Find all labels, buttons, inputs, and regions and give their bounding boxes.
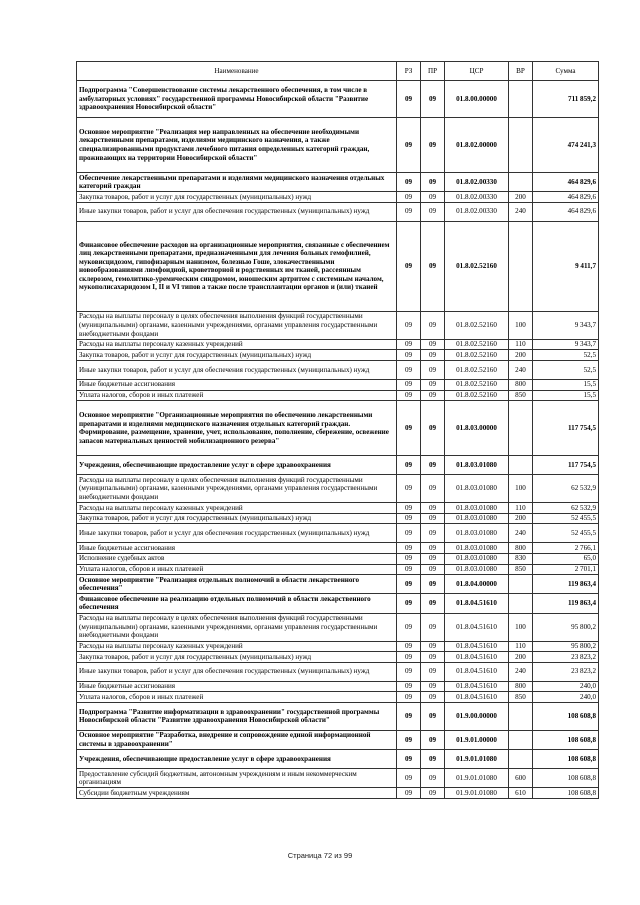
cell-vr: 610 (509, 788, 533, 799)
budget-table-container (76, 61, 598, 799)
cell-vr: 850 (509, 692, 533, 703)
table-row (77, 379, 599, 390)
table-row (77, 730, 599, 749)
table-row (77, 390, 599, 401)
table-row (77, 553, 599, 564)
cell-sum: 52 455,5 (533, 524, 599, 543)
cell-name: Расходы на выплаты персоналу в целях обеспечения выполнения функций государственными (муниципальными) органами, казенными учреждениями, органами управления государственными внебюджетными фондами (77, 311, 397, 339)
cell-name: Иные бюджетные ассигнования (77, 681, 397, 692)
cell-sum: 15,5 (533, 390, 599, 401)
cell-sum: 474 241,3 (533, 118, 599, 173)
cell-rz: 09 (397, 339, 421, 350)
cell-csr: 01.9.01.01080 (445, 769, 509, 788)
cell-vr: 100 (509, 613, 533, 641)
cell-pr: 09 (421, 360, 445, 379)
table-row (77, 202, 599, 221)
cell-pr: 09 (421, 118, 445, 173)
cell-name: Финансовое обеспечение расходов на организационные мероприятия, связанные с обеспечением лиц лекарственными препаратами, предназначенными для лечения больных гемофилией, муковисцидозом, гипофизарным нанизмом, болезнью Гоше, злокачественными новообразованиями лимфоидной, кроветворной и родственных им тканей, рассеянным склерозом, гемолитико-уремическим синдромом, юношеским артритом с системным началом, мукополисахаридозом I, II и VI типов а также после трансплантации органов и (или) тканей (77, 221, 397, 311)
cell-rz: 09 (397, 788, 421, 799)
cell-vr: 110 (509, 503, 533, 514)
cell-csr: 01.8.02.52160 (445, 311, 509, 339)
cell-csr: 01.8.02.00330 (445, 173, 509, 192)
budget-table (76, 61, 599, 799)
cell-name: Основное мероприятие "Разработка, внедрение и сопровождение единой информационной системы в здравоохранении" (77, 730, 397, 749)
cell-name: Уплата налогов, сборов и иных платежей (77, 692, 397, 703)
cell-csr: 01.8.03.01080 (445, 475, 509, 503)
cell-pr: 09 (421, 401, 445, 456)
header-rz: РЗ (397, 62, 421, 81)
cell-name: Подпрограмма "Совершенствование системы лекарственного обеспечения, в том числе в амбулаторных условиях" государственной программы Новосибирской области "Развитие здравоохранения Новосибирской области" (77, 81, 397, 118)
cell-sum: 108 608,8 (533, 750, 599, 769)
table-row (77, 681, 599, 692)
cell-vr: 800 (509, 379, 533, 390)
cell-vr: 110 (509, 641, 533, 652)
cell-name: Основное мероприятие "Реализация отдельных полномочий в области лекарственного обеспечения" (77, 575, 397, 594)
cell-rz: 09 (397, 692, 421, 703)
cell-csr: 01.8.03.01080 (445, 553, 509, 564)
cell-sum: 2 701,1 (533, 564, 599, 575)
cell-pr: 09 (421, 681, 445, 692)
table-row (77, 641, 599, 652)
cell-pr: 09 (421, 379, 445, 390)
cell-sum: 52,5 (533, 350, 599, 361)
cell-name: Уплата налогов, сборов и иных платежей (77, 390, 397, 401)
cell-sum: 464 829,6 (533, 173, 599, 192)
cell-rz: 09 (397, 118, 421, 173)
table-row (77, 769, 599, 788)
cell-csr: 01.8.03.00000 (445, 401, 509, 456)
cell-rz: 09 (397, 641, 421, 652)
table-row (77, 221, 599, 311)
cell-rz: 09 (397, 681, 421, 692)
cell-sum: 52 455,5 (533, 513, 599, 524)
cell-vr: 100 (509, 311, 533, 339)
cell-name: Расходы на выплаты персоналу казенных учреждений (77, 641, 397, 652)
table-row (77, 173, 599, 192)
cell-name: Расходы на выплаты персоналу казенных учреждений (77, 503, 397, 514)
cell-vr (509, 118, 533, 173)
cell-name: Предоставление субсидий бюджетным, автономным учреждениям и иным некоммерческим организациям (77, 769, 397, 788)
cell-sum: 9 343,7 (533, 339, 599, 350)
cell-name: Иные бюджетные ассигнования (77, 379, 397, 390)
header-vr: ВР (509, 62, 533, 81)
cell-rz: 09 (397, 456, 421, 475)
table-row (77, 524, 599, 543)
cell-pr: 09 (421, 702, 445, 730)
cell-pr: 09 (421, 543, 445, 554)
cell-pr: 09 (421, 652, 445, 663)
cell-sum: 95 800,2 (533, 641, 599, 652)
cell-rz: 09 (397, 379, 421, 390)
table-row (77, 456, 599, 475)
cell-csr: 01.8.03.01080 (445, 524, 509, 543)
cell-sum: 62 532,9 (533, 503, 599, 514)
cell-vr: 200 (509, 652, 533, 663)
cell-rz: 09 (397, 662, 421, 681)
cell-rz: 09 (397, 390, 421, 401)
cell-csr: 01.9.00.00000 (445, 702, 509, 730)
cell-pr: 09 (421, 339, 445, 350)
table-row (77, 750, 599, 769)
cell-rz: 09 (397, 524, 421, 543)
cell-pr: 09 (421, 503, 445, 514)
table-row (77, 475, 599, 503)
table-row (77, 360, 599, 379)
cell-sum: 119 863,4 (533, 575, 599, 594)
cell-csr: 01.8.04.00000 (445, 575, 509, 594)
cell-sum: 240,0 (533, 681, 599, 692)
table-row (77, 401, 599, 456)
cell-sum: 117 754,5 (533, 456, 599, 475)
cell-pr: 09 (421, 524, 445, 543)
cell-pr: 09 (421, 81, 445, 118)
cell-pr: 09 (421, 641, 445, 652)
cell-vr: 600 (509, 769, 533, 788)
cell-rz: 09 (397, 503, 421, 514)
cell-vr: 800 (509, 543, 533, 554)
cell-name: Основное мероприятие "Реализация мер направленных на обеспечение необходимыми лекарственными препаратами, изделиями медицинского назначения, а также специализированными продуктами лечебного питания определенных категорий граждан, проживающих на территории Новосибирской области" (77, 118, 397, 173)
cell-sum: 464 829,6 (533, 202, 599, 221)
cell-csr: 01.8.04.51610 (445, 652, 509, 663)
cell-rz: 09 (397, 553, 421, 564)
cell-vr: 200 (509, 513, 533, 524)
cell-csr: 01.8.03.01080 (445, 564, 509, 575)
cell-name: Иные закупки товаров, работ и услуг для обеспечения государственных (муниципальных) нужд (77, 524, 397, 543)
cell-sum: 464 829,6 (533, 192, 599, 203)
cell-sum: 52,5 (533, 360, 599, 379)
cell-vr: 850 (509, 390, 533, 401)
cell-csr: 01.8.04.51610 (445, 681, 509, 692)
table-row (77, 692, 599, 703)
cell-rz: 09 (397, 311, 421, 339)
cell-pr: 09 (421, 692, 445, 703)
cell-name: Закупка товаров, работ и услуг для государственных (муниципальных) нужд (77, 513, 397, 524)
cell-csr: 01.8.03.01080 (445, 503, 509, 514)
cell-vr (509, 401, 533, 456)
cell-name: Закупка товаров, работ и услуг для государственных (муниципальных) нужд (77, 192, 397, 203)
cell-pr: 09 (421, 553, 445, 564)
cell-name: Закупка товаров, работ и услуг для государственных (муниципальных) нужд (77, 350, 397, 361)
cell-vr: 240 (509, 662, 533, 681)
table-row (77, 118, 599, 173)
cell-name: Расходы на выплаты персоналу казенных учреждений (77, 339, 397, 350)
cell-vr: 800 (509, 681, 533, 692)
cell-rz: 09 (397, 513, 421, 524)
cell-sum: 23 823,2 (533, 662, 599, 681)
cell-sum: 117 754,5 (533, 401, 599, 456)
cell-rz: 09 (397, 543, 421, 554)
cell-pr: 09 (421, 202, 445, 221)
cell-rz: 09 (397, 475, 421, 503)
cell-csr: 01.8.02.52160 (445, 360, 509, 379)
cell-name: Иные закупки товаров, работ и услуг для обеспечения государственных (муниципальных) нужд (77, 662, 397, 681)
header-sum: Сумма (533, 62, 599, 81)
cell-rz: 09 (397, 769, 421, 788)
cell-rz: 09 (397, 652, 421, 663)
table-row (77, 81, 599, 118)
cell-vr: 240 (509, 524, 533, 543)
cell-vr: 830 (509, 553, 533, 564)
cell-vr: 110 (509, 339, 533, 350)
cell-sum: 9 411,7 (533, 221, 599, 311)
cell-pr: 09 (421, 221, 445, 311)
cell-csr: 01.9.01.01080 (445, 788, 509, 799)
cell-pr: 09 (421, 575, 445, 594)
header-pr: ПР (421, 62, 445, 81)
cell-sum: 108 608,8 (533, 702, 599, 730)
cell-rz: 09 (397, 350, 421, 361)
table-row (77, 788, 599, 799)
table-row (77, 613, 599, 641)
cell-name: Подпрограмма "Развитие информатизации в здравоохранении" государственной программы Новосибирской области "Развитие здравоохранения Новосибирской области" (77, 702, 397, 730)
cell-rz: 09 (397, 613, 421, 641)
table-body (77, 81, 599, 799)
cell-vr (509, 456, 533, 475)
cell-sum: 15,5 (533, 379, 599, 390)
table-row (77, 702, 599, 730)
cell-vr (509, 750, 533, 769)
cell-csr: 01.8.04.51610 (445, 613, 509, 641)
cell-pr: 09 (421, 662, 445, 681)
table-row (77, 575, 599, 594)
cell-csr: 01.9.01.01080 (445, 750, 509, 769)
cell-csr: 01.8.03.01080 (445, 543, 509, 554)
cell-rz: 09 (397, 594, 421, 613)
cell-csr: 01.9.01.00000 (445, 730, 509, 749)
cell-csr: 01.8.04.51610 (445, 594, 509, 613)
cell-csr: 01.8.03.01080 (445, 456, 509, 475)
cell-name: Расходы на выплаты персоналу в целях обеспечения выполнения функций государственными (муниципальными) органами, казенными учреждениями, органами управления государственными внебюджетными фондами (77, 475, 397, 503)
cell-name: Финансовое обеспечение на реализацию отдельных полномочий в области лекарственного обеспечения (77, 594, 397, 613)
table-row (77, 652, 599, 663)
cell-csr: 01.8.04.51610 (445, 641, 509, 652)
cell-vr: 100 (509, 475, 533, 503)
cell-sum: 9 343,7 (533, 311, 599, 339)
cell-name: Основное мероприятие "Организационные мероприятия по обеспечению лекарственными препаратами и изделиями медицинского назначения отдельных категорий граждан. Формирование, размещение, хранение, учет, использование, пополнение, сбережение, освежение запасов материальных ценностей мобилизационного резерва" (77, 401, 397, 456)
cell-name: Учреждения, обеспечивающие предоставление услуг в сфере здравоохранения (77, 750, 397, 769)
cell-sum: 65,0 (533, 553, 599, 564)
cell-rz: 09 (397, 221, 421, 311)
header-name: Наименование (77, 62, 397, 81)
cell-vr (509, 81, 533, 118)
cell-vr: 240 (509, 360, 533, 379)
cell-rz: 09 (397, 750, 421, 769)
cell-csr: 01.8.03.01080 (445, 513, 509, 524)
cell-rz: 09 (397, 702, 421, 730)
table-row (77, 192, 599, 203)
cell-pr: 09 (421, 750, 445, 769)
cell-rz: 09 (397, 730, 421, 749)
cell-rz: 09 (397, 564, 421, 575)
cell-csr: 01.8.02.52160 (445, 350, 509, 361)
cell-rz: 09 (397, 360, 421, 379)
cell-csr: 01.8.02.00000 (445, 118, 509, 173)
cell-sum: 62 532,9 (533, 475, 599, 503)
header-csr: ЦСР (445, 62, 509, 81)
table-row (77, 594, 599, 613)
cell-rz: 09 (397, 575, 421, 594)
cell-name: Иные бюджетные ассигнования (77, 543, 397, 554)
cell-csr: 01.8.02.00330 (445, 192, 509, 203)
cell-sum: 23 823,2 (533, 652, 599, 663)
table-row (77, 513, 599, 524)
cell-rz: 09 (397, 173, 421, 192)
cell-vr (509, 594, 533, 613)
cell-pr: 09 (421, 475, 445, 503)
cell-rz: 09 (397, 202, 421, 221)
cell-csr: 01.8.02.52160 (445, 339, 509, 350)
cell-pr: 09 (421, 613, 445, 641)
cell-vr (509, 730, 533, 749)
cell-pr: 09 (421, 456, 445, 475)
cell-sum: 711 859,2 (533, 81, 599, 118)
cell-sum: 2 766,1 (533, 543, 599, 554)
cell-csr: 01.8.02.52160 (445, 379, 509, 390)
cell-csr: 01.8.02.52160 (445, 221, 509, 311)
cell-vr (509, 702, 533, 730)
cell-pr: 09 (421, 173, 445, 192)
cell-name: Исполнение судебных актов (77, 553, 397, 564)
cell-pr: 09 (421, 350, 445, 361)
cell-pr: 09 (421, 564, 445, 575)
cell-vr: 240 (509, 202, 533, 221)
cell-name: Субсидии бюджетным учреждениям (77, 788, 397, 799)
cell-csr: 01.8.04.51610 (445, 692, 509, 703)
cell-sum: 240,0 (533, 692, 599, 703)
cell-csr: 01.8.04.51610 (445, 662, 509, 681)
cell-csr: 01.8.02.00330 (445, 202, 509, 221)
cell-csr: 01.8.00.00000 (445, 81, 509, 118)
cell-sum: 108 608,8 (533, 769, 599, 788)
cell-rz: 09 (397, 81, 421, 118)
cell-pr: 09 (421, 390, 445, 401)
cell-pr: 09 (421, 594, 445, 613)
cell-csr: 01.8.02.52160 (445, 390, 509, 401)
cell-sum: 119 863,4 (533, 594, 599, 613)
table-row (77, 503, 599, 514)
cell-vr: 850 (509, 564, 533, 575)
cell-pr: 09 (421, 513, 445, 524)
cell-pr: 09 (421, 311, 445, 339)
page-number: Страница 72 из 99 (287, 851, 353, 860)
cell-rz: 09 (397, 192, 421, 203)
cell-name: Расходы на выплаты персоналу в целях обеспечения выполнения функций государственными (муниципальными) органами, казенными учреждениями, органами управления государственными внебюджетными фондами (77, 613, 397, 641)
table-row (77, 543, 599, 554)
cell-vr (509, 173, 533, 192)
cell-pr: 09 (421, 730, 445, 749)
cell-pr: 09 (421, 192, 445, 203)
cell-name: Уплата налогов, сборов и иных платежей (77, 564, 397, 575)
cell-vr: 200 (509, 192, 533, 203)
table-row (77, 311, 599, 339)
cell-pr: 09 (421, 788, 445, 799)
cell-name: Закупка товаров, работ и услуг для государственных (муниципальных) нужд (77, 652, 397, 663)
table-header-row (77, 62, 599, 81)
cell-vr (509, 575, 533, 594)
cell-sum: 95 800,2 (533, 613, 599, 641)
cell-name: Учреждения, обеспечивающие предоставление услуг в сфере здравоохранения (77, 456, 397, 475)
cell-pr: 09 (421, 769, 445, 788)
table-row (77, 662, 599, 681)
cell-vr (509, 221, 533, 311)
table-row (77, 339, 599, 350)
cell-sum: 108 608,8 (533, 730, 599, 749)
cell-vr: 200 (509, 350, 533, 361)
cell-name: Иные закупки товаров, работ и услуг для обеспечения государственных (муниципальных) нужд (77, 360, 397, 379)
table-row (77, 564, 599, 575)
cell-rz: 09 (397, 401, 421, 456)
cell-name: Обеспечение лекарственными препаратами и изделиями медицинского назначения отдельных категорий граждан (77, 173, 397, 192)
table-row (77, 350, 599, 361)
cell-name: Иные закупки товаров, работ и услуг для обеспечения государственных (муниципальных) нужд (77, 202, 397, 221)
cell-sum: 108 608,8 (533, 788, 599, 799)
